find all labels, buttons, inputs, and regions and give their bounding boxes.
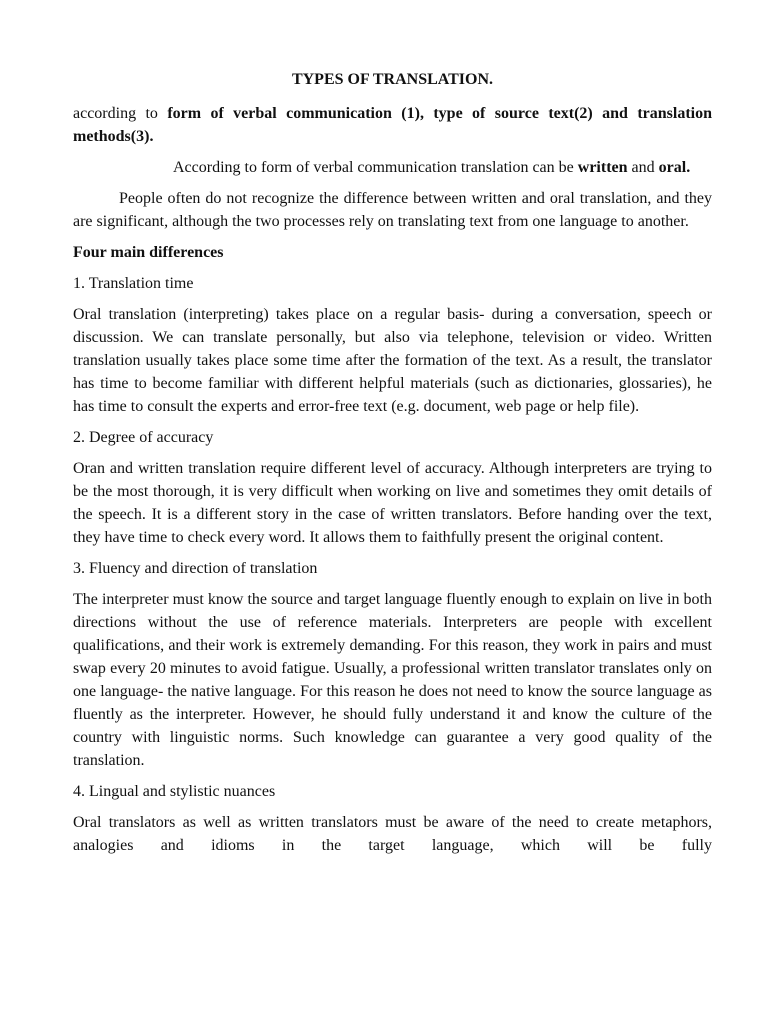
forms-text: According to form of verbal communication translation can be	[173, 159, 578, 176]
section-body-fluency: The interpreter must know the source and target language fluently enough to explain on live in both directions without the use of reference materials. Interpreters are people with excellent qualifications, and their work is extremely demanding. For this reason, they work in pairs and must swap every 20 minutes to avoid fatigue. Usually, a professional written translator translates only on one language- the native language. For this reason he does not need to know the source language as fluently as the interpreter. However, he should fully understand it and know the culture of the country with linguistic norms. Such knowledge can guarantee a very good quality of the translation.	[73, 591, 712, 769]
intro-bold-text: form of verbal communication (1), type of source text(2) and translation methods(3).	[73, 105, 712, 145]
section-body-translation-time: Oral translation (interpreting) takes place on a regular basis- during a conversation, speech or discussion. We can translate personally, but also via telephone, television or video. Written translation usually takes place some time after the formation of the text. As a result, the translator has time to become familiar with different helpful materials (such as dictionaries, glossaries), he has time to consult the experts and error-free text (e.g. document, web page or help file).	[73, 306, 712, 415]
intro-lead: according to	[73, 105, 168, 122]
forms-written: written	[577, 159, 628, 176]
intro-paragraph	[73, 102, 712, 148]
section-heading-fluency: 3. Fluency and direction of translation	[73, 560, 318, 577]
section-heading-nuances: 4. Lingual and stylistic nuances	[73, 783, 276, 800]
main-differences-heading: Four main differences	[73, 244, 224, 261]
document-title: TYPES OF TRANSLATION.	[291, 71, 494, 88]
section-body-nuances: Oral translators as well as written translators must be aware of the need to create metaphors, analogies and idioms in the target language, which will be fully	[73, 814, 712, 854]
forms-oral: oral.	[658, 159, 691, 176]
forms-and: and	[627, 159, 659, 176]
section-body-accuracy: Oran and written translation require different level of accuracy. Although interpreters are trying to be the most thorough, it is very difficult when working on live and sometimes they omit details of the speech. It is a different story in the case of written translators. Before handing over the text, they have time to check every word. It allows them to faithfully present the original content.	[73, 460, 712, 546]
section-heading-accuracy: 2. Degree of accuracy	[73, 429, 214, 446]
difference-paragraph: People often do not recognize the difference between written and oral translation, and they are significant, although the two processes rely on translating text from one language to another.	[73, 190, 712, 230]
forms-paragraph	[73, 156, 712, 179]
section-heading-translation-time: 1. Translation time	[73, 275, 194, 292]
